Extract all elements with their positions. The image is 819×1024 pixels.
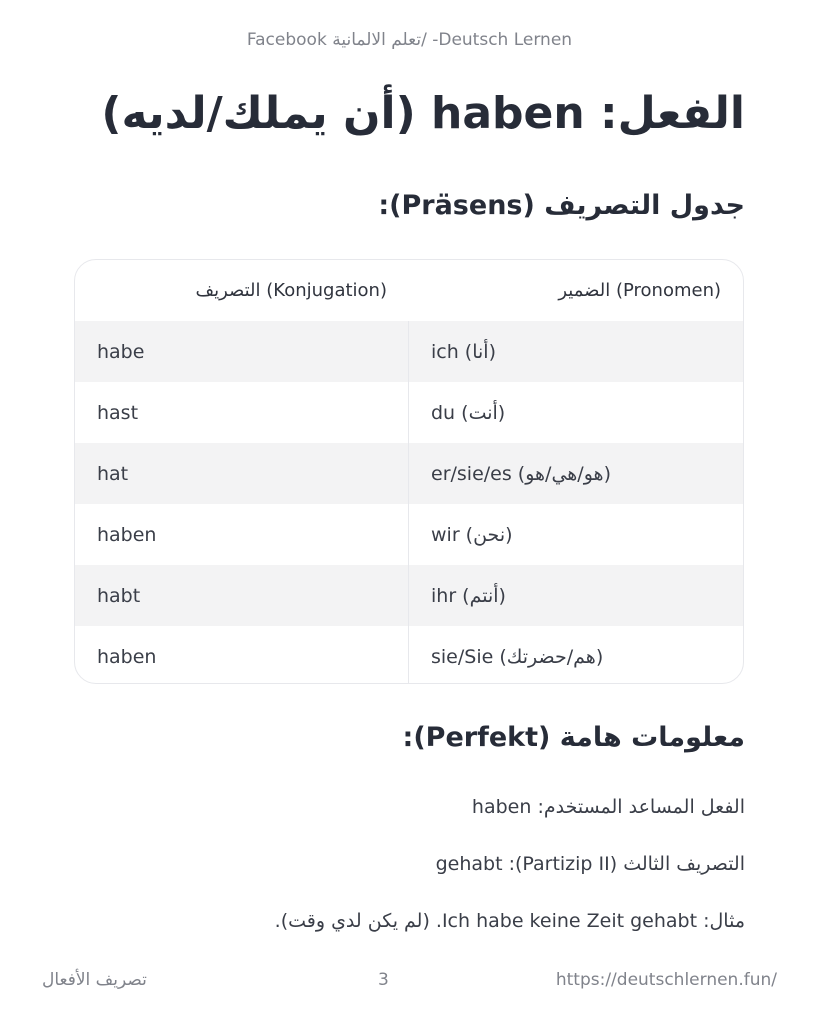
page-header-source: Facebook تعلم الالمانية/ -Deutsch Lernen [246, 30, 573, 50]
conjugation-table [74, 259, 744, 684]
example-sentence: مثال: Ich habe keine Zeit gehabt. (لم يكن لدي وقت). [274, 910, 745, 932]
konjugation-cell: habt [75, 565, 409, 626]
pronomen-cell: er/sie/es (هو/هي/هو) [431, 462, 611, 485]
pronomen-cell: du (أنت) [431, 401, 506, 424]
perfekt-heading: معلومات هامة (Perfekt): [402, 722, 745, 753]
column-header-konjugation: التصريف (Konjugation) [195, 280, 387, 301]
conjugation-table-heading: جدول التصريف (Präsens): [378, 190, 745, 221]
table-row [75, 626, 743, 684]
pronomen-cell: sie/Sie (هم/حضرتك) [431, 645, 604, 668]
konjugation-cell: habe [75, 321, 409, 382]
pronomen-cell: ich (أنا) [431, 340, 497, 363]
column-header-pronomen: الضمير (Pronomen) [558, 280, 721, 301]
table-row [75, 321, 743, 382]
table-row [75, 382, 743, 443]
auxiliary-verb-info: الفعل المساعد المستخدم: haben [471, 796, 745, 818]
konjugation-cell: haben [75, 626, 409, 684]
page-number: 3 [378, 970, 389, 990]
page-title: الفعل: haben (أن يملك/لديه) [101, 88, 745, 139]
table-row [75, 443, 743, 504]
konjugation-cell: hat [75, 443, 409, 504]
partizip-info: التصريف الثالث (Partizip II): gehabt [435, 853, 745, 875]
table-header-row [75, 260, 743, 321]
footer-section-label: تصريف الأفعال [42, 970, 147, 990]
table-row [75, 565, 743, 626]
konjugation-cell: haben [75, 504, 409, 565]
pronomen-cell: ihr (أنتم) [431, 584, 506, 607]
pronomen-cell: wir (نحن) [431, 523, 513, 546]
footer-url-link[interactable]: https://deutschlernen.fun/ [555, 970, 777, 990]
konjugation-cell: hast [75, 382, 409, 443]
table-row [75, 504, 743, 565]
